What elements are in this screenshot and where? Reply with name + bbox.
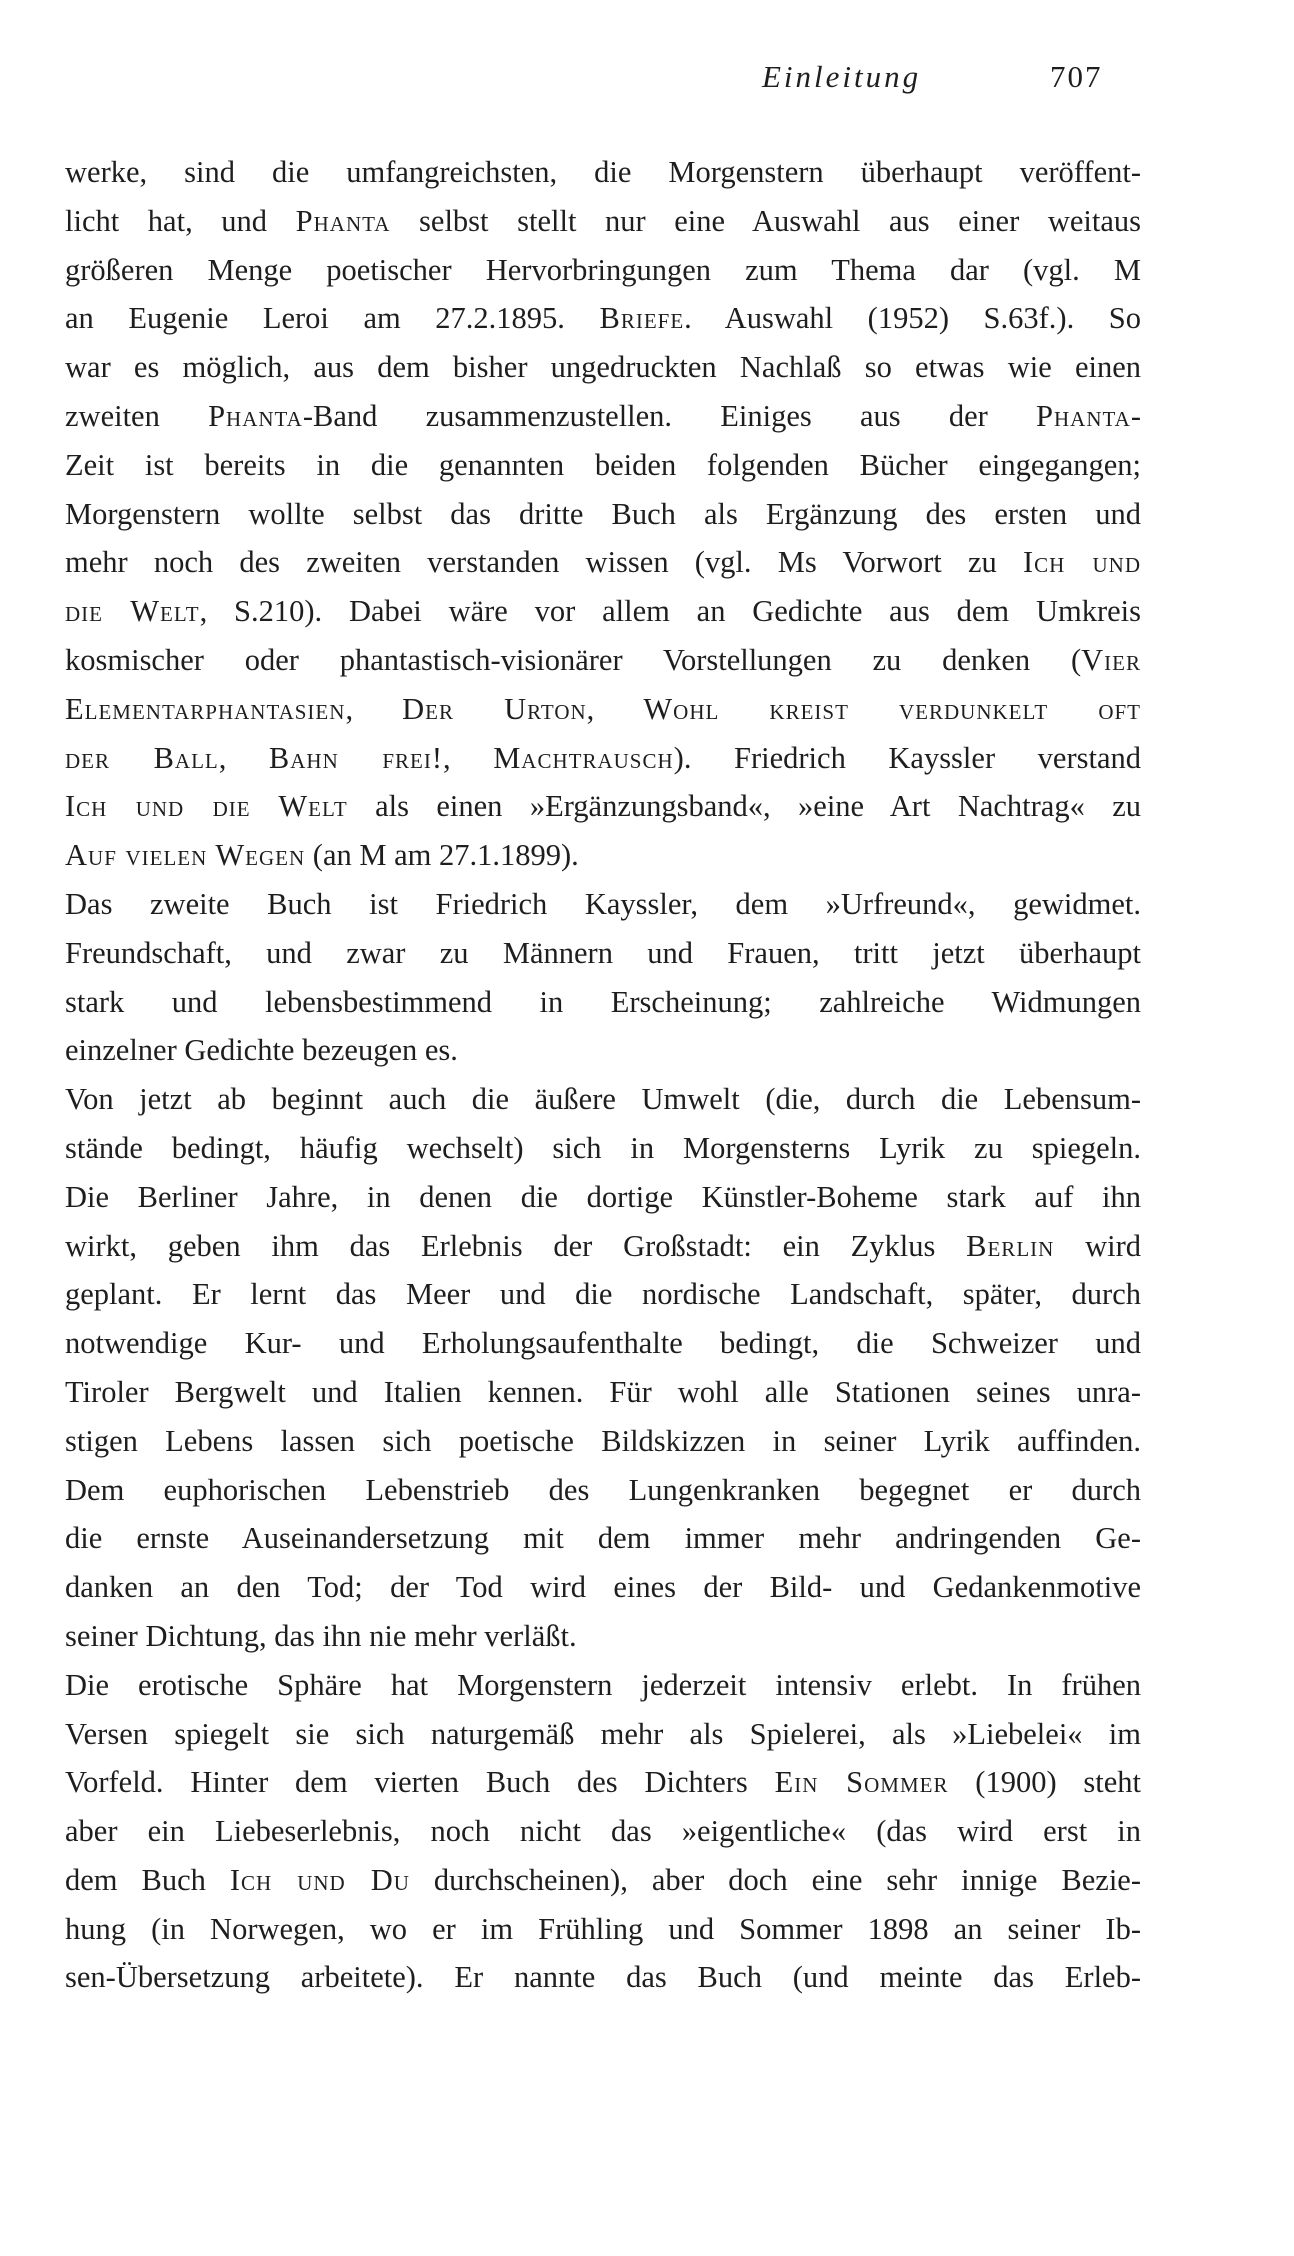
small-caps-title: Berlin — [966, 1228, 1055, 1263]
text-segment: Die Berliner Jahre, in denen die dortige Künstler-Boheme stark auf ihn — [65, 1179, 1141, 1214]
small-caps-title: Der Urton — [402, 691, 587, 726]
text-segment: aber ein Liebeserlebnis, noch nicht das »eigentliche« (das wird erst in — [65, 1814, 1141, 1849]
text-segment: Morgenstern wollte selbst das dritte Buch als Ergänzung des ersten und — [65, 496, 1141, 531]
text-line — [65, 587, 1141, 636]
text-segment: seiner Dichtung, das ihn nie mehr verläßt. — [65, 1618, 577, 1653]
small-caps-title: Ich und Du — [229, 1862, 410, 1897]
text-line — [65, 1417, 1141, 1466]
text-line — [65, 1466, 1141, 1515]
text-segment: Freundschaft, und zwar zu Männern und Frauen, tritt jetzt überhaupt — [65, 935, 1141, 970]
text-segment: kosmischer oder phantastisch-visionärer Vorstellungen zu denken ( — [65, 642, 1082, 677]
text-segment: Tiroler Bergwelt und Italien kennen. Für wohl alle Stationen seines unra- — [65, 1374, 1141, 1409]
text-segment: Von jetzt ab beginnt auch die äußere Umwelt (die, durch die Lebensum- — [65, 1082, 1141, 1117]
text-segment: Dem euphorischen Lebenstrieb des Lungenkranken begegnet er durch — [65, 1472, 1141, 1507]
text-segment: licht hat, und — [65, 203, 296, 238]
small-caps-title: Phanta — [208, 398, 303, 433]
text-segment: stigen Lebens lassen sich poetische Bildskizzen in seiner Lyrik auffinden. — [65, 1423, 1141, 1458]
text-segment: einzelner Gedichte bezeugen es. — [65, 1033, 458, 1068]
text-segment: - — [1130, 398, 1141, 433]
text-line — [65, 1173, 1141, 1222]
text-line — [65, 1758, 1141, 1807]
text-segment: die ernste Auseinandersetzung mit dem immer mehr andringenden Ge- — [65, 1521, 1141, 1556]
text-segment: sen-Übersetzung arbeitete). Er nannte das Buch (und meinte das Erleb- — [65, 1960, 1141, 1995]
text-line — [65, 1807, 1141, 1856]
text-line — [65, 1856, 1141, 1905]
text-line — [65, 1563, 1141, 1612]
text-segment: dem Buch — [65, 1862, 230, 1897]
text-segment: (an M am 27.1.1899). — [305, 838, 579, 873]
running-head-title: Einleitung — [762, 59, 922, 94]
small-caps-title: Ich und — [1022, 545, 1141, 580]
text-segment: werke, sind die umfangreichsten, die Morgenstern überhaupt veröffent- — [65, 155, 1141, 189]
small-caps-title: Phanta — [295, 203, 391, 238]
text-segment: (1900) steht — [948, 1765, 1142, 1800]
text-line — [65, 929, 1141, 978]
text-segment: durchscheinen), aber doch eine sehr innige Bezie- — [409, 1862, 1141, 1897]
small-caps-title: Machtrausch — [493, 740, 674, 775]
text-line — [65, 1075, 1141, 1124]
text-segment: ). Friedrich Kayssler verstand — [673, 740, 1141, 775]
text-segment: selbst stellt nur eine Auswahl aus einer weitaus — [390, 203, 1141, 238]
running-head — [0, 52, 1294, 102]
text-line — [65, 1661, 1141, 1710]
text-line — [65, 1905, 1141, 1954]
text-segment: Die erotische Sphäre hat Morgenstern jederzeit intensiv erlebt. In frühen — [65, 1667, 1141, 1702]
text-line — [65, 197, 1141, 246]
small-caps-title: Wohl kreist verdunkelt oft — [643, 691, 1141, 726]
text-segment: , S.210). Dabei wäre vor allem an Gedichte aus dem Umkreis — [199, 594, 1141, 629]
small-caps-title: Ein Sommer — [774, 1765, 949, 1800]
text-line — [65, 1612, 1141, 1661]
text-segment: geplant. Er lernt das Meer und die nordische Landschaft, später, durch — [65, 1277, 1141, 1312]
text-segment: , — [586, 691, 644, 726]
page-number: 707 — [1050, 59, 1103, 94]
text-line — [65, 246, 1141, 295]
text-segment: stark und lebensbestimmend in Erscheinung; zahlreiche Widmungen — [65, 984, 1141, 1019]
text-line — [65, 1026, 1141, 1075]
text-segment: -Band zusammenzustellen. Einiges aus der — [302, 398, 1037, 433]
text-line — [65, 441, 1141, 490]
text-segment: , — [345, 691, 403, 726]
small-caps-title: Elementarphantasien — [65, 691, 346, 726]
text-segment: . Auswahl (1952) S.63f.). So — [684, 301, 1141, 336]
text-line — [65, 1319, 1141, 1368]
text-line — [65, 392, 1141, 441]
text-line — [65, 1953, 1141, 2002]
small-caps-title: Vier — [1081, 642, 1141, 677]
text-line — [65, 148, 1141, 197]
small-caps-title: Auf vielen Wegen — [65, 838, 306, 873]
text-segment: war es möglich, aus dem bisher ungedruckten Nachlaß so etwas wie einen — [65, 350, 1141, 385]
text-line — [65, 1124, 1141, 1173]
text-segment: Das zweite Buch ist Friedrich Kayssler, dem »Urfreund«, gewidmet. — [65, 886, 1141, 921]
text-segment: Vorfeld. Hinter dem vierten Buch des Dichters — [65, 1765, 775, 1800]
paragraph — [65, 1075, 1141, 1661]
text-segment: notwendige Kur- und Erholungsaufenthalte bedingt, die Schweizer und — [65, 1326, 1141, 1361]
text-line — [65, 1514, 1141, 1563]
text-line — [65, 734, 1141, 783]
paragraph — [65, 1661, 1141, 2003]
text-line — [65, 1270, 1141, 1319]
small-caps-title: der Ball — [65, 740, 219, 775]
text-segment: danken an den Tod; der Tod wird eines der Bild- und Gedankenmotive — [65, 1570, 1141, 1605]
text-segment: mehr noch des zweiten verstanden wissen (vgl. Ms Vorwort zu — [65, 545, 1023, 580]
small-caps-title: Ich und die Welt — [65, 789, 348, 824]
text-segment: hung (in Norwegen, wo er im Frühling und Sommer 1898 an seiner Ib- — [65, 1911, 1141, 1946]
text-segment: wird — [1054, 1228, 1141, 1263]
text-line — [65, 1368, 1141, 1417]
text-line — [65, 294, 1141, 343]
small-caps-title: die Welt — [65, 594, 200, 629]
text-line — [65, 538, 1141, 587]
small-caps-title: Phanta — [1036, 398, 1131, 433]
text-line — [65, 636, 1141, 685]
text-segment: als einen »Ergänzungsband«, »eine Art Nachtrag« zu — [347, 789, 1141, 824]
text-segment: Zeit ist bereits in die genannten beiden folgenden Bücher eingegangen; — [65, 447, 1141, 482]
text-segment: , — [443, 740, 494, 775]
text-line — [65, 978, 1141, 1027]
text-segment: an Eugenie Leroi am 27.2.1895. — [65, 301, 600, 336]
small-caps-title: Briefe — [599, 301, 685, 336]
text-segment: wirkt, geben ihm das Erlebnis der Großstadt: ein Zyklus — [65, 1228, 967, 1263]
paragraph — [65, 148, 1141, 880]
text-line — [65, 880, 1141, 929]
body-text — [65, 148, 1141, 2002]
text-line — [65, 782, 1141, 831]
text-line — [65, 1710, 1141, 1759]
text-line — [65, 831, 1141, 880]
small-caps-title: Bahn frei! — [268, 740, 443, 775]
text-segment: größeren Menge poetischer Hervorbringungen zum Thema dar (vgl. M — [65, 252, 1141, 287]
text-line — [65, 1222, 1141, 1271]
text-line — [65, 343, 1141, 392]
paragraph — [65, 880, 1141, 1075]
text-line — [65, 685, 1141, 734]
text-segment: zweiten — [65, 398, 209, 433]
text-segment: , — [218, 740, 269, 775]
text-segment: stände bedingt, häufig wechselt) sich in Morgensterns Lyrik zu spiegeln. — [65, 1130, 1141, 1165]
text-line — [65, 490, 1141, 539]
text-segment: Versen spiegelt sie sich naturgemäß mehr als Spielerei, als »Liebelei« im — [65, 1716, 1141, 1751]
